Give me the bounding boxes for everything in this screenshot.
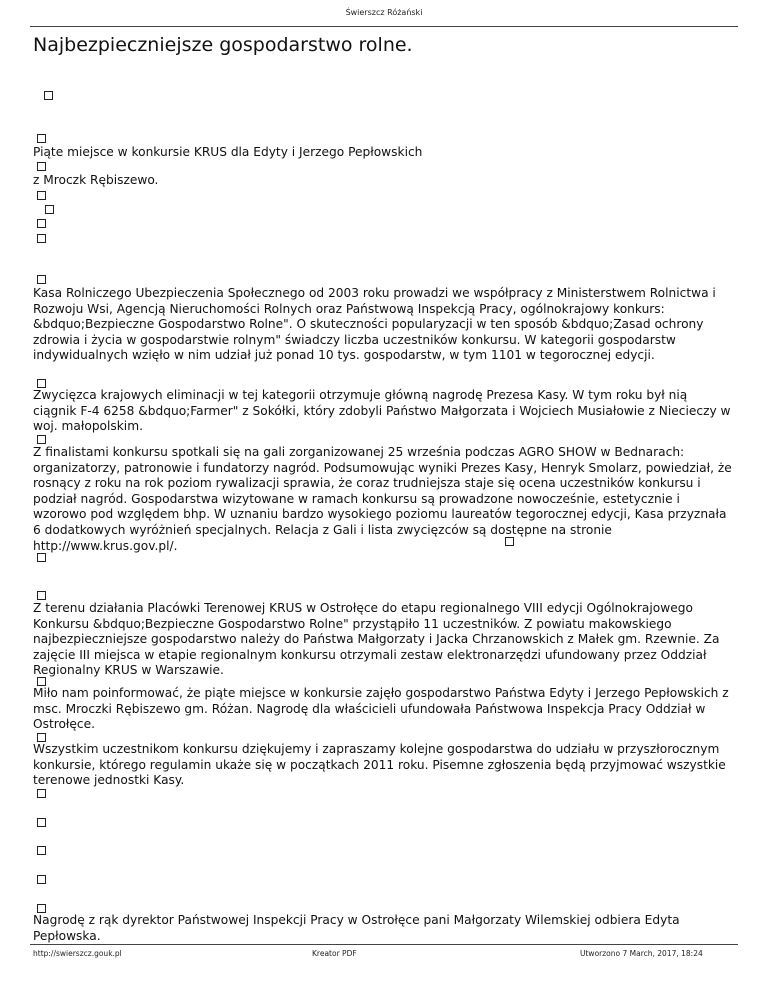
image-placeholder-icon [37,134,46,143]
image-placeholder-icon [37,234,46,243]
subtitle-place: Piąte miejsce w konkursie KRUS dla Edyty i Jerzego Pepłowskich [33,145,423,159]
footer-created: Utworzono 7 March, 2017, 18:24 [580,949,703,958]
page-header-author: Świerszcz Różański [345,8,423,17]
paragraph-winner: Zwycięzca krajowych eliminacji w tej kategorii otrzymuje główną nagrodę Prezesa Kasy. W tym roku był nią ciągnik F-4 6258 &bdquo;Farmer" z Sokółki, który zdobyli Państwo Małgorzata i Wojciech Musiałowie z Niecieczy w woj. małopolskim. [33,388,731,434]
subtitle-from: z Mroczk Rębiszewo. [33,173,159,187]
image-placeholder-icon [505,537,514,546]
image-placeholder-icon [37,435,46,444]
image-placeholder-icon [37,875,46,884]
photo-caption: Nagrodę z rąk dyrektor Państwowej Inspekcji Pracy w Ostrołęce pani Małgorzaty Wilemskiej odbiera Edyta Pepłowska. [33,913,680,943]
header-divider [30,26,738,27]
image-placeholder-icon [45,205,54,214]
image-placeholder-icon [37,219,46,228]
page-title: Najbezpieczniejsze gospodarstwo rolne. [33,34,413,56]
image-placeholder-icon [37,846,46,855]
paragraph-fifth-place: Miło nam poinformować, że piąte miejsce w konkursie zajęło gospodarstwo Państwa Edyty i Jerzego Pepłowskich z msc. Mroczki Rębiszewo gm. Różan. Nagrodę dla właścicieli ufundowała Państwowa Inspekcja Pracy Oddział w Ostrołęce. [33,686,729,732]
footer-divider [30,944,738,945]
paragraph-regional: Z terenu działania Placówki Terenowej KRUS w Ostrołęce do etapu regionalnego VIII edycji Ogólnokrajowego Konkursu &bdquo;Bezpieczne Gospodarstwo Rolne" przystąpiło 11 uczestników. Z powiatu makowskiego najbezpieczniejsze gospodarstwo należy do Państwa Małgorzaty i Jacka Chrzanowskich z Małek gm. Rzewnie. Za zajęcie III miejsca w etapie regionalnym konkursu otrzymali zestaw elektronarzędzi ufundowany przez Oddział Regionalny KRUS w Warszawie. [33,601,720,678]
image-placeholder-icon [37,677,46,686]
image-placeholder-icon [37,733,46,742]
paragraph-intro: Kasa Rolniczego Ubezpieczenia Społecznego od 2003 roku prowadzi we współpracy z Ministerstwem Rolnictwa i Rozwoju Wsi, Agencją Nieruchomości Rolnych oraz Państwową Inspekcją Pracy, ogólnokrajowy konkurs: &bdquo;Bezpieczne Gospodarstwo Rolne". O skuteczności popularyzacji w ten sposób &bdquo;Zasad ochrony zdrowia i życia w gospodarstwie rolnym" świadczy liczba uczestników konkursu. W kategorii gospodarstw indywidualnych wzięło w nim udział już ponad 10 tys. gospodarstw, w tym 1101 w tegorocznej edycji. [33,286,716,363]
image-placeholder-icon [37,162,46,171]
image-placeholder-icon [37,379,46,388]
image-placeholder-icon [37,789,46,798]
image-placeholder-icon [37,553,46,562]
paragraph-thanks: Wszystkim uczestnikom konkursu dziękujemy i zapraszamy kolejne gospodarstwa do udziału w przyszłorocznym konkursie, którego regulamin ukaże się w początkach 2011 roku. Pisemne zgłoszenia będą przyjmować wszystkie terenowe jednostki Kasy. [33,742,726,788]
image-placeholder-icon [37,191,46,200]
footer-url[interactable]: http://swierszcz.gouk.pl [33,949,122,958]
paragraph-gala: Z finalistami konkursu spotkali się na gali zorganizowanej 25 września podczas AGRO SHOW w Bednarach: organizatorzy, patronowie i fundatorzy nagród. Podsumowując wyniki Prezes Kasy, Henryk Smolarz, powiedział, że rosnący z roku na rok poziom rywalizacji sprawia, że coraz trudniejsza staje się ocena uczestników konkursu i podział nagród. Gospodarstwa wizytowane w ramach konkursu są prowadzone nowocześnie, estetycznie i wzorowo pod względem bhp. W uznaniu bardzo wysokiego poziomu laureatów tegorocznej edycji, Kasa przyznała 6 dodatkowych wyróżnień specjalnych. Relacja z Gali i lista zwycięzców są dostępne na stronie http://www.krus.gov.pl/. [33,445,732,553]
footer-generator: Kreator PDF [312,949,357,958]
image-placeholder-icon [37,818,46,827]
image-placeholder-icon [44,91,53,100]
image-placeholder-icon [37,591,46,600]
image-placeholder-icon [37,275,46,284]
image-placeholder-icon [37,904,46,913]
